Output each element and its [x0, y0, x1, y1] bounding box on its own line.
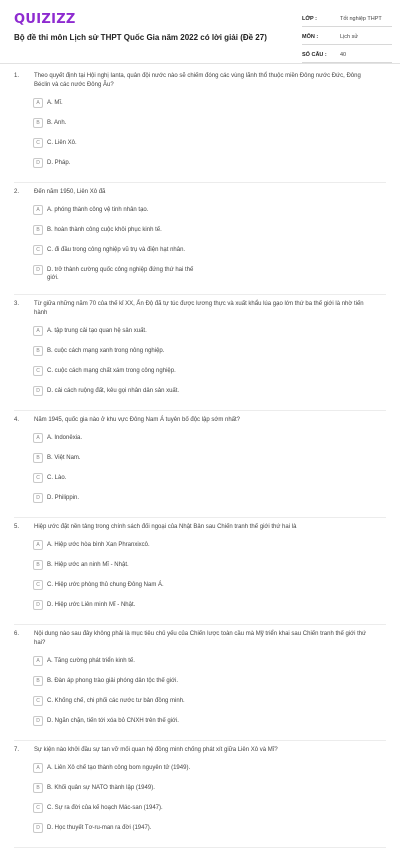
answer-option-c[interactable]: [33, 696, 215, 708]
meta-box: [302, 12, 392, 66]
question-divider: [14, 410, 386, 411]
option-text: D. Hiệp ước Liên minh Mĩ - Nhật.: [47, 602, 136, 608]
option-letter-badge: D: [33, 823, 43, 833]
option-text: D. Học thuyết Tơ-ru-man ra đời (1947).: [47, 825, 152, 831]
question-text: Hiệp ước đặt nền tảng trong chính sách đối ngoại của Nhật Bản sau Chiến tranh thế giới thứ hai là: [34, 524, 297, 530]
question-text: Từ giữa những năm 70 của thế kỉ XX, Ấn Độ đã tự túc được lương thực và xuất khẩu lúa gạo lớn thứ ba thế giới là nhờ tiến hành: [34, 301, 364, 316]
answer-option-d[interactable]: [33, 386, 215, 398]
option-text: D. cải cách ruộng đất, kêu gọi nhân dân sản xuất.: [47, 388, 180, 394]
option-letter-badge: C: [33, 803, 43, 813]
option-text: B. Anh.: [47, 120, 67, 126]
option-text: B. hoàn thành công cuộc khôi phục kinh tế.: [47, 227, 162, 233]
answer-option-a[interactable]: [33, 540, 215, 552]
option-letter-badge: A: [33, 326, 43, 336]
option-letter-badge: C: [33, 366, 43, 376]
question-number: 7.: [14, 747, 20, 753]
meta-row-class: [302, 12, 392, 27]
meta-value: Tốt nghiệp THPT: [340, 16, 382, 22]
question-list: [0, 72, 400, 853]
meta-label: MÔN :: [302, 34, 319, 40]
answer-option-b[interactable]: [33, 118, 215, 130]
answer-option-d[interactable]: [33, 600, 215, 612]
answer-option-b[interactable]: [33, 346, 215, 358]
answer-option-b[interactable]: [33, 783, 215, 795]
option-text: A. Hiệp ước hòa bình Xan Phranxixcô.: [47, 542, 150, 548]
document-title: Bộ đề thi môn Lịch sử THPT Quốc Gia năm 2022 có lời giải (Đề 27): [14, 33, 267, 42]
question-number: 2.: [14, 189, 20, 195]
option-text: C. Sự ra đời của kế hoạch Mác-san (1947).: [47, 805, 163, 811]
option-text: B. Khối quân sự NATO thành lập (1949).: [47, 785, 155, 791]
answer-option-d[interactable]: [33, 716, 215, 728]
option-letter-badge: A: [33, 205, 43, 215]
meta-row-subject: [302, 30, 392, 45]
option-text: C. Hiệp ước phòng thủ chung Đông Nam Á.: [47, 582, 164, 588]
question-6: [0, 630, 400, 736]
option-letter-badge: D: [33, 600, 43, 610]
question-7: [0, 746, 400, 843]
option-letter-badge: A: [33, 656, 43, 666]
option-text: B. Việt Nam.: [47, 455, 81, 461]
option-letter-badge: B: [33, 118, 43, 128]
answer-options: [0, 205, 400, 290]
option-letter-badge: C: [33, 138, 43, 148]
option-text: C. Liên Xô.: [47, 140, 77, 146]
answer-options: [0, 656, 400, 736]
option-letter-badge: C: [33, 473, 43, 483]
answer-option-a[interactable]: [33, 98, 215, 110]
question-text: Theo quyết định tại Hội nghị Ianta, quân đội nước nào sẽ chiếm đóng các vùng lãnh thổ thuộc miền Đông nước Đức, Đông Béclin và các nước Đông Âu?: [34, 73, 361, 88]
meta-label: SỐ CÂU :: [302, 52, 327, 58]
option-text: D. Pháp.: [47, 160, 71, 166]
question-divider: [14, 517, 386, 518]
answer-option-d[interactable]: [33, 493, 215, 505]
question-text: Đến năm 1950, Liên Xô đã: [34, 189, 106, 195]
answer-options: [0, 433, 400, 513]
option-letter-badge: D: [33, 386, 43, 396]
option-text: C. cuộc cách mạng chất xám trong công nghiệp.: [47, 368, 176, 374]
option-letter-badge: D: [33, 158, 43, 168]
option-text: B. Đàn áp phong trào giải phóng dân tộc thế giới.: [47, 678, 179, 684]
option-text: A. Liên Xô chế tạo thành công bom nguyên tử (1949).: [47, 765, 191, 771]
question-divider: [14, 294, 386, 295]
page-header: [0, 0, 400, 64]
quizizz-logo: QUIZIZZ: [14, 12, 76, 27]
option-text: C. Lào.: [47, 475, 67, 481]
question-row: [0, 188, 400, 197]
question-row: [0, 523, 400, 532]
answer-option-b[interactable]: [33, 676, 215, 688]
question-number: 3.: [14, 301, 20, 307]
option-letter-badge: A: [33, 433, 43, 443]
answer-option-b[interactable]: [33, 453, 215, 465]
option-letter-badge: B: [33, 346, 43, 356]
option-text: A. Indonêxia.: [47, 435, 83, 441]
question-text: Sự kiện nào khởi đầu sự tan vỡ mối quan hệ đồng minh chống phát xít giữa Liên Xô và Mĩ?: [34, 747, 278, 753]
answer-options: [0, 326, 400, 406]
answer-option-d[interactable]: [33, 823, 215, 835]
option-letter-badge: C: [33, 245, 43, 255]
option-letter-badge: A: [33, 763, 43, 773]
question-number: 1.: [14, 73, 20, 79]
option-letter-badge: C: [33, 580, 43, 590]
option-text: B. cuộc cách mạng xanh trong nông nghiệp.: [47, 348, 165, 354]
question-divider: [14, 740, 386, 741]
meta-label: LỚP :: [302, 16, 317, 22]
answer-options: [0, 763, 400, 843]
answer-option-d[interactable]: [33, 265, 215, 282]
option-letter-badge: B: [33, 560, 43, 570]
option-letter-badge: B: [33, 453, 43, 463]
answer-option-a[interactable]: [33, 763, 215, 775]
option-letter-badge: A: [33, 540, 43, 550]
question-number: 6.: [14, 631, 20, 637]
option-letter-badge: D: [33, 493, 43, 503]
answer-option-a[interactable]: [33, 433, 215, 445]
option-text: D. Ngăn chặn, tiến tới xóa bỏ CNXH trên thế giới.: [47, 718, 179, 724]
answer-option-a[interactable]: [33, 326, 215, 338]
option-letter-badge: A: [33, 98, 43, 108]
option-text: A. phóng thành công vệ tinh nhân tạo.: [47, 207, 149, 213]
option-text: A. Tăng cường phát triển kinh tế.: [47, 658, 135, 664]
option-text: D. trở thành cường quốc công nghiệp đứng thứ hai thế giới.: [47, 267, 194, 281]
question-divider: [14, 847, 386, 848]
answer-options: [0, 540, 400, 620]
answer-option-c[interactable]: [33, 473, 215, 485]
question-text: Nội dung nào sau đây không phải là mục tiêu chủ yếu của Chiến lược toàn cầu mà Mỹ triển khai sau Chiến tranh thế giới thứ hai?: [34, 631, 367, 646]
option-letter-badge: C: [33, 696, 43, 706]
option-text: A. Mĩ.: [47, 100, 63, 106]
option-text: C. Khống chế, chi phối các nước tư bản đồng minh.: [47, 698, 185, 704]
question-number: 5.: [14, 524, 20, 530]
answer-option-a[interactable]: [33, 205, 215, 217]
option-text: C. đi đầu trong công nghiệp vũ trụ và điện hạt nhân.: [47, 247, 186, 253]
meta-value: 40: [340, 52, 347, 58]
question-divider: [14, 624, 386, 625]
question-1: [0, 72, 400, 178]
answer-option-c[interactable]: [33, 245, 215, 257]
question-row: [0, 746, 400, 755]
question-2: [0, 188, 400, 290]
question-row: [0, 300, 400, 318]
meta-value: Lịch sử: [340, 34, 359, 40]
answer-option-c[interactable]: [33, 138, 215, 150]
option-letter-badge: D: [33, 265, 43, 275]
question-4: [0, 416, 400, 513]
question-row: [0, 630, 400, 648]
option-letter-badge: B: [33, 225, 43, 235]
meta-row-count: [302, 48, 392, 63]
question-3: [0, 300, 400, 406]
answer-option-c[interactable]: [33, 803, 215, 815]
answer-option-b[interactable]: [33, 225, 215, 237]
option-letter-badge: B: [33, 676, 43, 686]
question-5: [0, 523, 400, 620]
answer-option-a[interactable]: [33, 656, 215, 668]
question-row: [0, 416, 400, 425]
option-text: B. Hiệp ước an ninh Mĩ - Nhật.: [47, 562, 129, 568]
question-number: 4.: [14, 417, 20, 423]
option-text: A. tập trung cải tạo quan hệ sản xuất.: [47, 328, 147, 334]
answer-option-c[interactable]: [33, 366, 215, 378]
answer-option-b[interactable]: [33, 560, 215, 572]
answer-option-c[interactable]: [33, 580, 215, 592]
option-letter-badge: D: [33, 716, 43, 726]
question-text: Năm 1945, quốc gia nào ở khu vực Đông Nam Á tuyên bố độc lập sớm nhất?: [34, 417, 241, 423]
answer-options: [0, 98, 400, 178]
question-divider: [14, 182, 386, 183]
answer-option-d[interactable]: [33, 158, 215, 170]
option-text: D. Philippin.: [47, 495, 80, 501]
option-letter-badge: B: [33, 783, 43, 793]
question-row: [0, 72, 400, 90]
